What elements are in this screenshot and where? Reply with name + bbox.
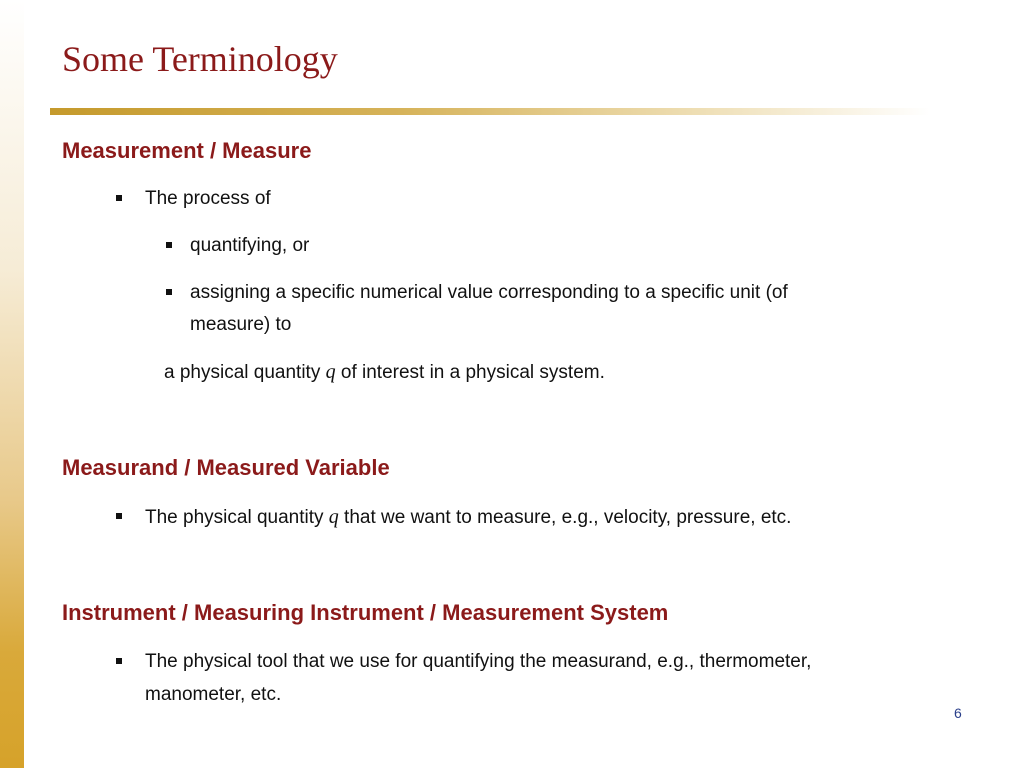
- bullet-marker: [116, 658, 122, 664]
- continuation-text-before: a physical quantity: [164, 362, 326, 383]
- variable-q: q: [328, 506, 339, 528]
- continuation-text-after: of interest in a physical system.: [335, 362, 605, 383]
- slide-title: Some Terminology: [62, 39, 338, 79]
- bullet-text-measurand: [145, 506, 791, 529]
- sub-bullet-marker: [166, 289, 172, 295]
- page-number: 6: [954, 705, 962, 721]
- variable-q: q: [325, 361, 336, 383]
- bullet-text-before: The physical quantity: [145, 507, 329, 528]
- left-accent-bar: [0, 0, 24, 768]
- bullet-text-after: that we want to measure, e.g., velocity, pressure, etc.: [338, 507, 792, 528]
- section-heading-measurement: Measurement / Measure: [62, 138, 312, 163]
- sub-bullet-text-assigning-line2: measure) to: [190, 314, 292, 335]
- bullet-marker: [116, 513, 122, 519]
- bullet-text-instrument-line2: manometer, etc.: [145, 684, 282, 705]
- section-heading-instrument: Instrument / Measuring Instrument / Measurement System: [62, 600, 669, 625]
- bullet-text-instrument-line1: The physical tool that we use for quantifying the measurand, e.g., thermometer,: [145, 651, 812, 672]
- bullet-marker: [116, 195, 122, 201]
- sub-bullet-marker: [166, 242, 172, 248]
- continuation-text: [164, 361, 605, 384]
- title-underline-rule: [50, 108, 930, 115]
- sub-bullet-text-quantifying: quantifying, or: [190, 235, 310, 256]
- bullet-text-process: The process of: [145, 188, 271, 209]
- section-heading-measurand: Measurand / Measured Variable: [62, 455, 390, 480]
- sub-bullet-text-assigning-line1: assigning a specific numerical value corresponding to a specific unit (of: [190, 282, 788, 303]
